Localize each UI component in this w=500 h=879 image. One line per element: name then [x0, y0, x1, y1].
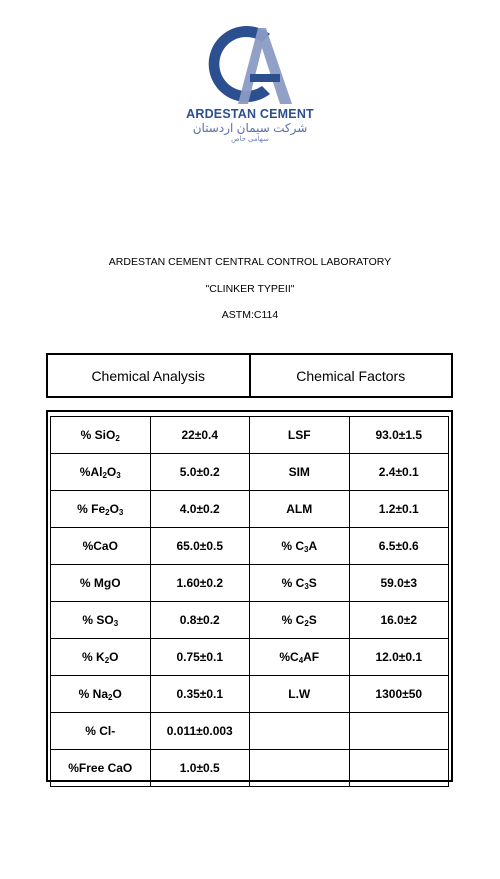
- analysis-value: 0.35±0.1: [176, 687, 224, 701]
- factor-parameter-cell: [250, 602, 350, 639]
- analysis-value: 22±0.4: [181, 428, 219, 442]
- analysis-parameter-cell: [51, 676, 151, 713]
- factor-parameter: %C: [279, 649, 299, 664]
- table-row: [51, 639, 449, 676]
- analysis-value: 1.60±0.2: [176, 576, 224, 590]
- analysis-value: 1.0±0.5: [179, 761, 220, 775]
- analysis-parameter-subscript: 3: [113, 618, 119, 628]
- analysis-parameter-subscript-2: 3: [116, 470, 121, 480]
- analysis-parameter-cell: [51, 750, 151, 787]
- analysis-parameter-cell: [51, 417, 151, 454]
- factor-parameter-cell: [250, 454, 350, 491]
- factor-value: 59.0±3: [380, 576, 418, 590]
- analysis-parameter-subscript-2: 3: [118, 507, 124, 517]
- table-row: [51, 528, 449, 565]
- factor-parameter-cell: [250, 528, 350, 565]
- factor-value-cell: [349, 676, 449, 713]
- results-table: [46, 410, 453, 782]
- factor-parameter-suffix: S: [308, 612, 317, 627]
- table-row: [51, 491, 449, 528]
- factor-parameter-subscript: 4: [298, 655, 304, 665]
- factor-parameter: ALM: [286, 502, 313, 516]
- analysis-value: 65.0±0.5: [176, 539, 224, 553]
- table-header: [46, 353, 453, 398]
- analysis-parameter: % SiO: [80, 427, 116, 442]
- table-row: [51, 676, 449, 713]
- table-row: [51, 565, 449, 602]
- factor-parameter-cell: [250, 676, 350, 713]
- factor-value: 1300±50: [375, 687, 423, 701]
- factor-parameter-cell: [250, 750, 350, 787]
- header-chemical-analysis: Chemical Analysis: [91, 367, 206, 384]
- factor-value-cell: [349, 528, 449, 565]
- analysis-parameter-cell: [51, 713, 151, 750]
- table-row: [51, 602, 449, 639]
- factor-parameter-suffix: A: [308, 538, 318, 553]
- analysis-value: 5.0±0.2: [179, 465, 220, 479]
- analysis-parameter-cell: [51, 528, 151, 565]
- factor-value-cell: [349, 417, 449, 454]
- factor-parameter-subscript: 3: [304, 544, 309, 554]
- analysis-parameter-cell: [51, 602, 151, 639]
- factor-value: 12.0±0.1: [375, 650, 423, 664]
- analysis-parameter-cell: [51, 565, 151, 602]
- factor-parameter: SIM: [288, 465, 310, 479]
- analysis-parameter-suffix: O: [106, 464, 117, 479]
- analysis-value: 0.8±0.2: [179, 613, 220, 627]
- analysis-value: 0.011±0.003: [166, 724, 233, 738]
- factor-parameter: LSF: [287, 428, 311, 442]
- analysis-value-cell: [150, 454, 250, 491]
- factor-value: 2.4±0.1: [378, 465, 419, 479]
- analysis-parameter-cell: [51, 639, 151, 676]
- factor-value-cell: [349, 491, 449, 528]
- analysis-parameter-suffix: O: [112, 686, 122, 701]
- analysis-parameter-subscript: 2: [104, 655, 110, 665]
- factor-parameter: L.W: [288, 687, 311, 701]
- factor-parameter: % C: [281, 612, 305, 627]
- factor-parameter: % C: [281, 575, 305, 590]
- analysis-parameter-suffix: O: [109, 501, 119, 516]
- factor-parameter: % C: [281, 538, 305, 553]
- analysis-parameter-subscript: 2: [102, 470, 107, 480]
- analysis-value-cell: [150, 528, 250, 565]
- analysis-value-cell: [150, 750, 250, 787]
- analysis-value-cell: [150, 713, 250, 750]
- factor-parameter-cell: [250, 491, 350, 528]
- table-row: [51, 750, 449, 787]
- factor-value: 6.5±0.6: [378, 539, 419, 553]
- factor-parameter-cell: [250, 713, 350, 750]
- analysis-parameter-subscript: 2: [115, 433, 120, 443]
- factor-value-cell: [349, 750, 449, 787]
- standard-reference: ASTM:C114: [221, 309, 279, 321]
- analysis-value-cell: [150, 491, 250, 528]
- brand-name: ARDESTAN CEMENT: [186, 107, 314, 121]
- factor-parameter-suffix: AF: [303, 649, 320, 664]
- document-subtitle: "CLINKER TYPEII": [205, 283, 295, 295]
- analysis-parameter: % SO: [82, 612, 114, 627]
- factor-parameter-subscript: 3: [304, 581, 309, 591]
- analysis-parameter: % K: [82, 649, 105, 664]
- analysis-parameter: % Cl-: [85, 724, 116, 738]
- factor-parameter-subscript: 2: [304, 618, 309, 628]
- analysis-parameter: % Na: [78, 686, 109, 701]
- table-row: [51, 713, 449, 750]
- analysis-parameter-cell: [51, 454, 151, 491]
- brand-name-persian: شرکت سیمان اردستان: [192, 121, 308, 135]
- table-row: [51, 417, 449, 454]
- header-chemical-factors: Chemical Factors: [249, 355, 452, 396]
- factor-parameter-cell: [250, 565, 350, 602]
- analysis-value: 0.75±0.1: [176, 650, 224, 664]
- analysis-parameter: %CaO: [82, 539, 118, 553]
- analysis-parameter-subscript: 2: [105, 507, 110, 517]
- analysis-value-cell: [150, 676, 250, 713]
- brand-subtitle-persian: سهامی خاص: [231, 136, 269, 143]
- factor-value: 16.0±2: [380, 613, 418, 627]
- analysis-parameter: %Free CaO: [68, 761, 133, 775]
- factor-value-cell: [349, 639, 449, 676]
- analysis-value-cell: [150, 602, 250, 639]
- analysis-parameter: % Fe: [77, 501, 106, 516]
- analysis-value-cell: [150, 639, 250, 676]
- factor-value-cell: [349, 565, 449, 602]
- analysis-parameter: % MgO: [79, 576, 121, 590]
- analysis-parameter: %Al: [79, 464, 103, 479]
- factor-parameter-cell: [250, 417, 350, 454]
- analysis-parameter-subscript: 2: [108, 692, 113, 702]
- factor-value-cell: [349, 713, 449, 750]
- analysis-parameter-cell: [51, 491, 151, 528]
- table-row: [51, 454, 449, 491]
- analysis-parameter-suffix: O: [109, 649, 119, 664]
- factor-parameter-cell: [250, 639, 350, 676]
- document-title: ARDESTAN CEMENT CENTRAL CONTROL LABORATORY: [108, 256, 392, 268]
- factor-value-cell: [349, 454, 449, 491]
- analysis-value-cell: [150, 565, 250, 602]
- ardestan-cement-logo-icon: [200, 18, 300, 110]
- factor-value-cell: [349, 602, 449, 639]
- factor-parameter-suffix: S: [308, 575, 317, 590]
- factor-value: 93.0±1.5: [375, 428, 423, 442]
- factor-value: 1.2±0.1: [378, 502, 419, 516]
- analysis-value: 4.0±0.2: [179, 502, 220, 516]
- analysis-value-cell: [150, 417, 250, 454]
